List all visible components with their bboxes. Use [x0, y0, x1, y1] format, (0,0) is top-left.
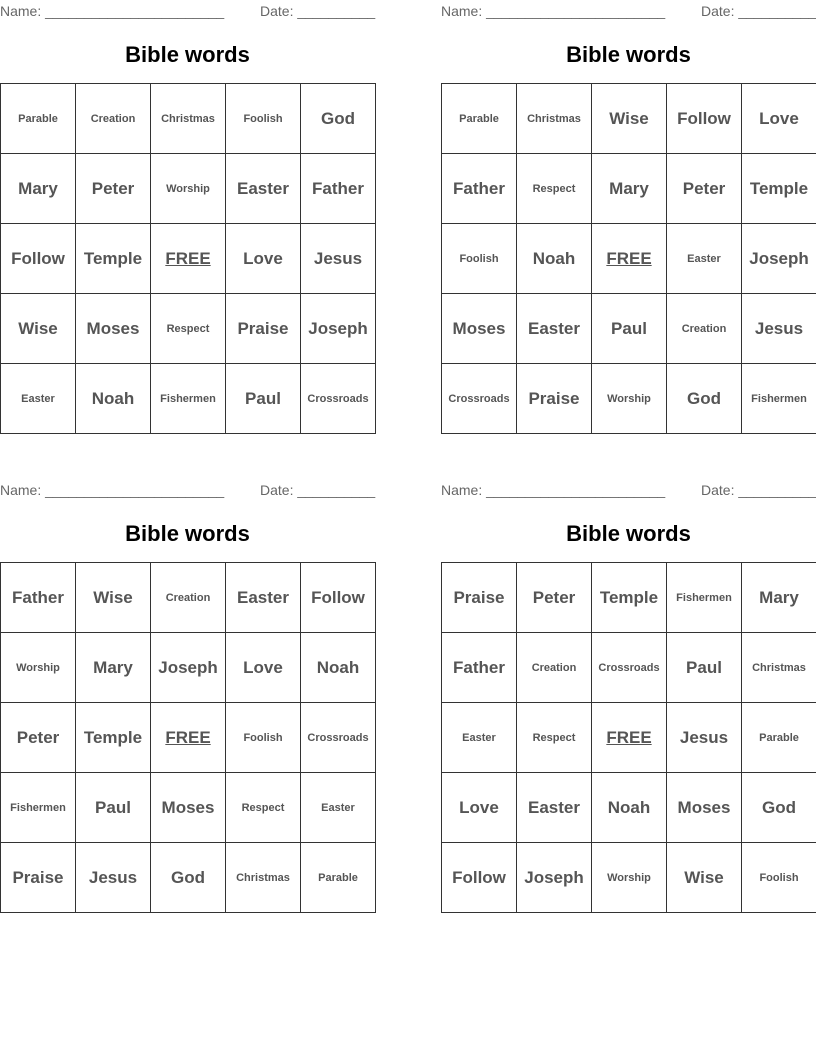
- word-cell[interactable]: Fishermen: [667, 563, 742, 633]
- word-cell[interactable]: Foolish: [226, 84, 301, 154]
- word-cell[interactable]: Christmas: [517, 84, 592, 154]
- word-cell[interactable]: Worship: [592, 843, 667, 913]
- word-cell[interactable]: Wise: [76, 563, 151, 633]
- grid-row: [1, 773, 376, 843]
- word-cell[interactable]: Noah: [517, 224, 592, 294]
- word-cell[interactable]: God: [301, 84, 376, 154]
- grid-row: [442, 563, 816, 633]
- card-title: Bible words: [566, 42, 691, 67]
- word-cell[interactable]: Creation: [517, 633, 592, 703]
- word-cell[interactable]: Mary: [1, 154, 76, 224]
- word-cell[interactable]: Easter: [301, 773, 376, 843]
- word-cell[interactable]: Peter: [1, 703, 76, 773]
- card-title: Bible words: [125, 42, 250, 67]
- bingo-card-2: [441, 0, 816, 408]
- word-cell[interactable]: Jesus: [301, 224, 376, 294]
- word-cell[interactable]: Temple: [76, 224, 151, 294]
- word-cell[interactable]: Crossroads: [301, 703, 376, 773]
- word-cell[interactable]: Moses: [151, 773, 226, 843]
- name-field[interactable]: Name: _______________________: [0, 3, 225, 19]
- date-field[interactable]: Date: __________: [701, 3, 816, 19]
- word-cell[interactable]: Praise: [1, 843, 76, 913]
- word-cell[interactable]: Creation: [76, 84, 151, 154]
- word-cell[interactable]: Fishermen: [742, 364, 816, 434]
- word-cell[interactable]: Respect: [517, 154, 592, 224]
- word-cell[interactable]: Follow: [1, 224, 76, 294]
- card-title: Bible words: [125, 521, 250, 546]
- word-cell[interactable]: Mary: [76, 633, 151, 703]
- word-cell[interactable]: Joseph: [301, 294, 376, 364]
- word-cell[interactable]: Worship: [1, 633, 76, 703]
- word-cell[interactable]: Creation: [667, 294, 742, 364]
- free-space-cell[interactable]: FREE: [151, 224, 226, 294]
- grid-row: [1, 84, 376, 154]
- word-cell[interactable]: Joseph: [517, 843, 592, 913]
- word-cell[interactable]: Christmas: [226, 843, 301, 913]
- word-cell[interactable]: Crossroads: [592, 633, 667, 703]
- word-cell[interactable]: Wise: [1, 294, 76, 364]
- grid-row: [442, 84, 816, 154]
- word-cell[interactable]: Creation: [151, 563, 226, 633]
- grid-row: [1, 224, 376, 294]
- name-field[interactable]: Name: _______________________: [441, 482, 666, 498]
- word-cell[interactable]: Father: [442, 633, 517, 703]
- date-field[interactable]: Date: __________: [701, 482, 816, 498]
- word-cell[interactable]: Easter: [226, 154, 301, 224]
- word-cell[interactable]: God: [151, 843, 226, 913]
- word-cell[interactable]: Parable: [442, 84, 517, 154]
- word-cell[interactable]: Father: [442, 154, 517, 224]
- word-cell[interactable]: Father: [1, 563, 76, 633]
- word-cell[interactable]: Paul: [226, 364, 301, 434]
- bingo-grid: [0, 562, 376, 913]
- word-cell[interactable]: Peter: [667, 154, 742, 224]
- grid-row: [442, 364, 816, 434]
- word-cell[interactable]: God: [667, 364, 742, 434]
- word-cell[interactable]: Foolish: [742, 843, 816, 913]
- word-cell[interactable]: Follow: [667, 84, 742, 154]
- word-cell[interactable]: Wise: [592, 84, 667, 154]
- card-header: [0, 479, 375, 501]
- grid-row: [1, 154, 376, 224]
- word-cell[interactable]: Noah: [592, 773, 667, 843]
- word-cell[interactable]: Love: [226, 224, 301, 294]
- word-cell[interactable]: Love: [742, 84, 816, 154]
- word-cell[interactable]: Respect: [517, 703, 592, 773]
- grid-row: [1, 294, 376, 364]
- grid-row: [1, 843, 376, 913]
- card-title: Bible words: [566, 521, 691, 546]
- bingo-grid: [441, 83, 816, 434]
- word-cell[interactable]: Paul: [667, 633, 742, 703]
- word-cell[interactable]: Parable: [1, 84, 76, 154]
- date-field[interactable]: Date: __________: [260, 482, 376, 498]
- word-cell[interactable]: Peter: [517, 563, 592, 633]
- word-cell[interactable]: Worship: [592, 364, 667, 434]
- grid-row: [442, 294, 816, 364]
- word-cell[interactable]: Follow: [442, 843, 517, 913]
- free-space-cell[interactable]: FREE: [592, 703, 667, 773]
- word-cell[interactable]: Moses: [76, 294, 151, 364]
- word-cell[interactable]: Easter: [226, 563, 301, 633]
- name-field[interactable]: Name: _______________________: [0, 482, 225, 498]
- word-cell[interactable]: Jesus: [742, 294, 816, 364]
- word-cell[interactable]: Worship: [151, 154, 226, 224]
- word-cell[interactable]: Easter: [667, 224, 742, 294]
- word-cell[interactable]: Temple: [592, 563, 667, 633]
- word-cell[interactable]: Joseph: [742, 224, 816, 294]
- bingo-grid: [441, 562, 816, 913]
- word-cell[interactable]: Moses: [442, 294, 517, 364]
- word-cell[interactable]: Crossroads: [442, 364, 517, 434]
- word-cell[interactable]: Noah: [301, 633, 376, 703]
- word-cell[interactable]: Praise: [517, 364, 592, 434]
- grid-row: [1, 364, 376, 434]
- word-cell[interactable]: Praise: [226, 294, 301, 364]
- word-cell[interactable]: Foolish: [442, 224, 517, 294]
- grid-row: [442, 703, 816, 773]
- word-cell[interactable]: Follow: [301, 563, 376, 633]
- word-cell[interactable]: Foolish: [226, 703, 301, 773]
- grid-row: [442, 154, 816, 224]
- grid-row: [442, 633, 816, 703]
- word-cell[interactable]: Jesus: [76, 843, 151, 913]
- word-cell[interactable]: Fishermen: [1, 773, 76, 843]
- word-cell[interactable]: Peter: [76, 154, 151, 224]
- word-cell[interactable]: Fishermen: [151, 364, 226, 434]
- word-cell[interactable]: Praise: [442, 563, 517, 633]
- word-cell[interactable]: Christmas: [151, 84, 226, 154]
- word-cell[interactable]: Mary: [592, 154, 667, 224]
- grid-row: [442, 224, 816, 294]
- word-cell[interactable]: Love: [442, 773, 517, 843]
- word-cell[interactable]: Jesus: [667, 703, 742, 773]
- grid-row: [1, 563, 376, 633]
- name-field[interactable]: Name: _______________________: [441, 3, 666, 19]
- grid-row: [442, 843, 816, 913]
- word-cell[interactable]: Easter: [517, 294, 592, 364]
- card-header: [441, 479, 816, 501]
- word-cell[interactable]: Noah: [76, 364, 151, 434]
- card-header: [0, 0, 375, 22]
- bingo-card-1: [0, 0, 376, 408]
- word-cell[interactable]: Father: [301, 154, 376, 224]
- word-cell[interactable]: Easter: [1, 364, 76, 434]
- grid-row: [442, 773, 816, 843]
- word-cell[interactable]: Temple: [76, 703, 151, 773]
- word-cell[interactable]: Parable: [301, 843, 376, 913]
- word-cell[interactable]: Temple: [742, 154, 816, 224]
- word-cell[interactable]: Parable: [742, 703, 816, 773]
- bingo-grid: [0, 83, 376, 434]
- free-space-cell[interactable]: FREE: [151, 703, 226, 773]
- date-field[interactable]: Date: __________: [260, 3, 376, 19]
- bingo-card-3: [0, 479, 376, 887]
- word-cell[interactable]: Paul: [76, 773, 151, 843]
- word-cell[interactable]: God: [742, 773, 816, 843]
- word-cell[interactable]: Crossroads: [301, 364, 376, 434]
- word-cell[interactable]: Moses: [667, 773, 742, 843]
- grid-row: [1, 633, 376, 703]
- word-cell[interactable]: Easter: [442, 703, 517, 773]
- word-cell[interactable]: Easter: [517, 773, 592, 843]
- word-cell[interactable]: Respect: [226, 773, 301, 843]
- bingo-card-4: [441, 479, 816, 887]
- word-cell[interactable]: Joseph: [151, 633, 226, 703]
- card-header: [441, 0, 816, 22]
- free-space-cell[interactable]: FREE: [592, 224, 667, 294]
- word-cell[interactable]: Mary: [742, 563, 816, 633]
- word-cell[interactable]: Christmas: [742, 633, 816, 703]
- word-cell[interactable]: Paul: [592, 294, 667, 364]
- grid-row: [1, 703, 376, 773]
- word-cell[interactable]: Love: [226, 633, 301, 703]
- word-cell[interactable]: Wise: [667, 843, 742, 913]
- word-cell[interactable]: Respect: [151, 294, 226, 364]
